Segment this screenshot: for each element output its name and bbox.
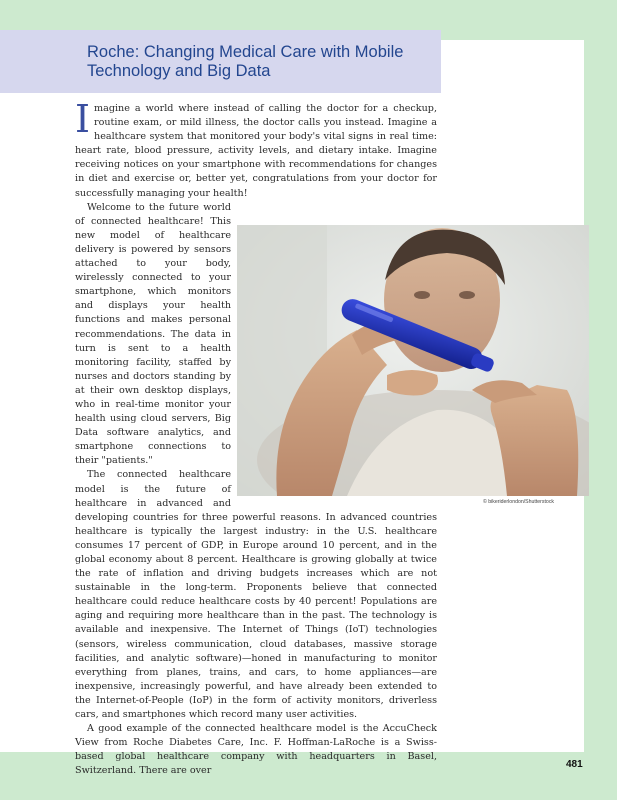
paragraph-2: Welcome to the future world of connected healthcare! This new model of healthcare delivery is powered by sensors attached to your body, wirelessly connected to your smartphone, which monitors and displays your health functions and makes personal recommendations. The data in turn is sent to a health monitoring facility, staffed by nurses and doctors standing by at their own desktop displays, who in real-time monitor your health using cloud servers, Big Data software analytics, and smartphone connections to their "patients." [75, 201, 231, 467]
paragraph-1-text: magine a world where instead of calling the doctor for a checkup, routine exam, or mild illness, the doctor calls you instead. Imagine a healthcare system that monitored your body's vital signs in real time: heart rate, blood pressure, activity levels, and dietary intake. Imagine receiving notices on your smartphone with recommendations for changes in diet and exercise or, better yet, congratulations from your doctor for successfully managing your health! [75, 103, 437, 199]
drop-cap: I [75, 97, 91, 141]
paragraph-3: The connected healthcare model is the future of healthcare in advanced and developing countries for three powerful reasons. In advanced countries healthcare is typically the largest industry: in the U.S. healthcare consumes 17 percent of GDP, in Europe around 10 percent, and in the global economy about 8 percent. Healthcare is growing globally at twice the rate of inflation and driving budgets increases which are not sustainable in the long-term. Proponents believe that connected healthcare could reduce healthcare costs by 40 percent! Populations are aging and requiring more healthcare than in the past. The technology is available and inexpensive. The Internet of Things (IoT) technologies (sensors, wireless communication, cloud databases, massive storage facilities, and analytic software)—honed in manufacturing to monitor everything from planes, trains, and cars, to home appliances—are inexpensive, increasingly powerful, and have already been extended to the Internet-of-People (IoP) in the form of activity monitors, driverless cars, and smartphones which record many user activities. [75, 469, 437, 721]
photo-credit: © bikeriderlondon/Shutterstock [483, 499, 555, 505]
article-body [75, 97, 437, 779]
paragraph-1 [75, 97, 437, 201]
paragraph-4: A good example of the connected healthcare model is the AccuCheck View from Roche Diabetes Care, Inc. F. Hoffman-LaRoche is a Swiss-based global healthcare company with headquarters in Basel, Switzerland. There are over [75, 723, 437, 777]
page-number: 481 [566, 759, 583, 770]
photo-wrap-spacer [235, 201, 437, 501]
article-title: Roche: Changing Medical Care with Mobile Technology and Big Data [87, 43, 404, 80]
